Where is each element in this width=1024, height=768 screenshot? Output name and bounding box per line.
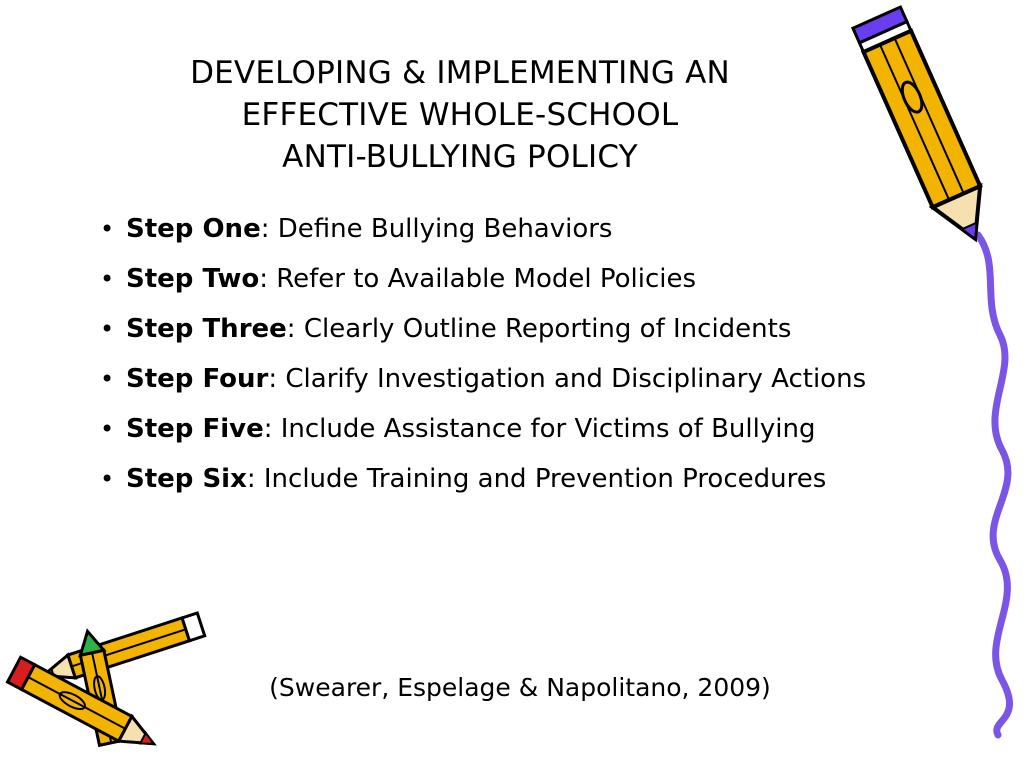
bullet-icon: • xyxy=(100,315,115,343)
list-item xyxy=(98,460,928,498)
steps-list xyxy=(98,210,928,510)
title-line: EFFECTIVE WHOLE-SCHOOL xyxy=(241,97,679,133)
step-label: Step Five xyxy=(126,414,264,444)
step-label: Step Three xyxy=(126,314,287,344)
title-line: ANTI-BULLYING POLICY xyxy=(282,139,638,175)
step-text: : Clarify Investigation and Disciplinary Actions xyxy=(268,364,867,394)
citation: (Swearer, Espelage & Napolitano, 2009) xyxy=(269,673,771,702)
list-item xyxy=(98,260,928,298)
step-text: : Define Bullying Behaviors xyxy=(260,214,613,244)
bullet-icon: • xyxy=(100,215,115,243)
step-text: : Include Training and Prevention Procedures xyxy=(246,464,827,494)
pencils-icon xyxy=(0,610,210,760)
step-label: Step Four xyxy=(126,364,269,394)
step-label: Step One xyxy=(126,214,261,244)
bullet-icon: • xyxy=(100,415,115,443)
step-text: : Clearly Outline Reporting of Incidents xyxy=(286,314,792,344)
step-label: Step Six xyxy=(126,464,247,494)
list-item xyxy=(98,360,928,398)
step-label: Step Two xyxy=(126,264,260,294)
title-line: DEVELOPING & IMPLEMENTING AN xyxy=(190,55,730,91)
step-text: : Include Assistance for Victims of Bullying xyxy=(263,414,816,444)
bullet-icon: • xyxy=(100,465,115,493)
step-text: : Refer to Available Model Policies xyxy=(259,264,697,294)
bullet-icon: • xyxy=(100,365,115,393)
list-item xyxy=(98,210,928,248)
bullet-icon: • xyxy=(100,265,115,293)
slide-title xyxy=(120,52,800,178)
list-item xyxy=(98,410,928,448)
list-item xyxy=(98,310,928,348)
pencil-icon xyxy=(850,0,1024,740)
